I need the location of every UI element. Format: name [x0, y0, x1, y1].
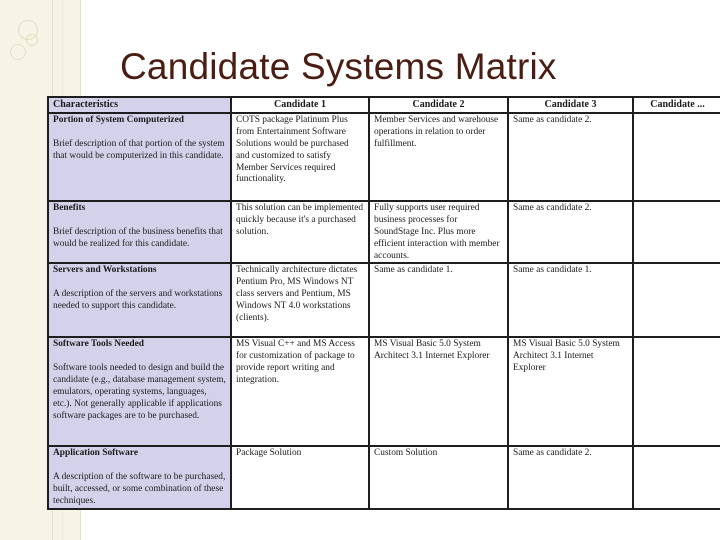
table-cell: COTS package Platinum Plus from Entertainment Software Solutions would be purchased and customized to satisfy Member Services required functionality. — [231, 113, 369, 201]
table-cell: Same as candidate 1. — [369, 263, 508, 337]
characteristic-name: Portion of System Computerized — [53, 114, 184, 125]
characteristic-name: Software Tools Needed — [53, 339, 144, 350]
table-cell: Same as candidate 2. — [508, 201, 633, 264]
table-row — [48, 113, 720, 201]
slide-title: Candidate Systems Matrix — [120, 46, 557, 87]
table-cell — [633, 337, 720, 446]
characteristic-name: Servers and Workstations — [53, 265, 157, 276]
table-row — [48, 337, 720, 446]
header-characteristics: Characteristics — [48, 97, 231, 113]
table-cell — [633, 446, 720, 509]
characteristic-description: Software tools needed to design and build the candidate (e.g., database management system, emulators, operating systems, languages, etc.). Not generally applicable if applications software packages are to be purchased. — [53, 363, 226, 421]
header-candidate-more: Candidate ... — [633, 97, 720, 113]
characteristic-name: Application Software — [53, 448, 138, 459]
header-candidate-1: Candidate 1 — [231, 97, 369, 113]
table-cell: MS Visual Basic 5.0 System Architect 3.1 Internet Explorer — [369, 337, 508, 446]
table-cell: Custom Solution — [369, 446, 508, 509]
header-candidate-3: Candidate 3 — [508, 97, 633, 113]
table-cell: Package Solution — [231, 446, 369, 509]
table-cell — [633, 201, 720, 264]
table-cell: Technically architecture dictates Pentium Pro, MS Windows NT class servers and Pentium, MS Windows NT 4.0 workstations (clients). — [231, 263, 369, 337]
table-cell: Same as candidate 2. — [508, 446, 633, 509]
characteristic-cell — [48, 201, 231, 264]
characteristic-name: Benefits — [53, 202, 86, 213]
characteristic-cell — [48, 113, 231, 201]
characteristic-description: A description of the servers and workstations needed to support this candidate. — [53, 289, 223, 312]
table-row — [48, 446, 720, 509]
table-cell: Same as candidate 2. — [508, 113, 633, 201]
characteristic-description: A description of the software to be purchased, built, accessed, or some combination of these techniques. — [53, 472, 226, 507]
table-cell: MS Visual C++ and MS Access for customization of package to provide report writing and integration. — [231, 337, 369, 446]
table-cell: Member Services and warehouse operations in relation to order fulfillment. — [369, 113, 508, 201]
table-row — [48, 201, 720, 264]
characteristic-cell — [48, 337, 231, 446]
table-row — [48, 263, 720, 337]
characteristic-cell — [48, 263, 231, 337]
table-cell — [633, 113, 720, 201]
table-cell — [633, 263, 720, 337]
decorative-circle — [26, 34, 38, 46]
table-cell: This solution can be implemented quickly because it's a purchased solution. — [231, 201, 369, 264]
characteristic-cell — [48, 446, 231, 509]
characteristic-description: Brief description of that portion of the system that would be computerized in this candidate. — [53, 138, 225, 161]
characteristic-description: Brief description of the business benefits that would be realized for this candidate. — [53, 226, 223, 249]
table-cell: MS Visual Basic 5.0 System Architect 3.1 Internet Explorer — [508, 337, 633, 446]
header-row — [48, 97, 720, 113]
header-candidate-2: Candidate 2 — [369, 97, 508, 113]
decorative-circle — [10, 44, 26, 60]
candidate-systems-matrix — [47, 96, 720, 510]
table-cell: Same as candidate 1. — [508, 263, 633, 337]
table-cell: Fully supports user required business processes for SoundStage Inc. Plus more efficient interaction with member accounts. — [369, 201, 508, 264]
